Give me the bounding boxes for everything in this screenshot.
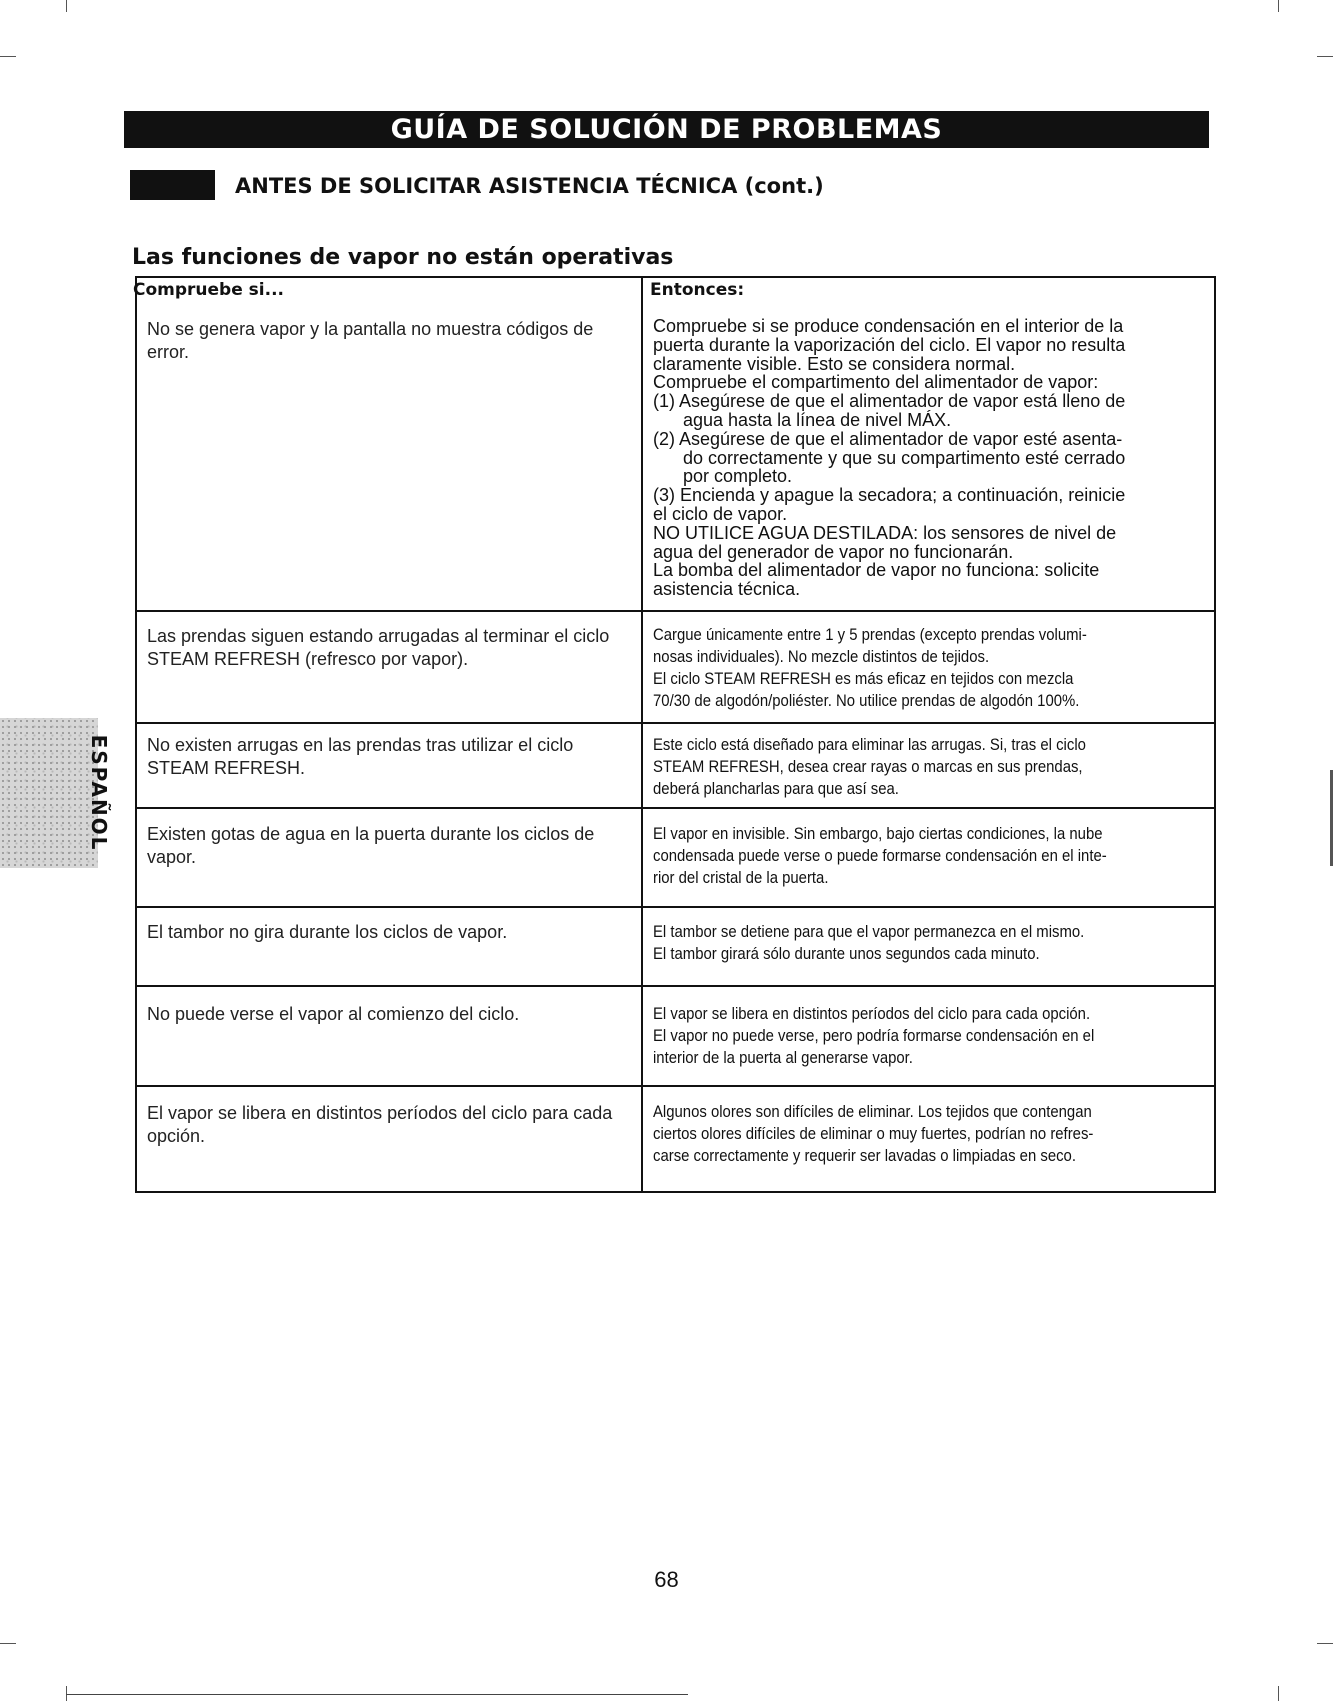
language-tab (0, 718, 98, 868)
table-row (136, 1086, 1215, 1192)
then-cell (642, 277, 1215, 611)
then-line: NO UTILICE AGUA DESTILADA: los sensores de nivel de (653, 522, 1117, 543)
check-text: No puede verse el vapor al comienzo del ciclo. (147, 1004, 520, 1024)
then-line: do correctamente y que su compartimento esté cerrado (683, 447, 1126, 468)
then-line: El tambor girará sólo durante unos segundos cada minuto. (653, 945, 1040, 963)
then-line: (2) Asegúrese de que el alimentador de vapor esté asenta- (653, 428, 1123, 449)
section-title: ANTES DE SOLICITAR ASISTENCIA TÉCNICA (cont.) (235, 174, 824, 198)
crop-mark (1278, 1686, 1279, 1701)
check-cell (136, 907, 642, 986)
then-line: interior de la puerta al generarse vapor. (653, 1049, 913, 1067)
then-line: ciertos olores difíciles de eliminar o muy fuertes, podrían no refres- (653, 1125, 1094, 1143)
page-number: 68 (654, 1567, 679, 1592)
crop-mark (0, 56, 16, 57)
then-line: agua hasta la línea de nivel MÁX. (683, 409, 952, 430)
then-line: El tambor se detiene para que el vapor permanezca en el mismo. (653, 923, 1085, 941)
check-text: No existen arrugas en las prendas tras utilizar el ciclo STEAM REFRESH. (147, 735, 574, 778)
then-line: Cargue únicamente entre 1 y 5 prendas (excepto prendas volumi- (653, 626, 1087, 644)
then-line: El vapor en invisible. Sin embargo, bajo ciertas condiciones, la nube (653, 825, 1103, 843)
table-row (136, 723, 1215, 808)
then-line: deberá plancharlas para que así sea. (653, 780, 899, 798)
then-line: STEAM REFRESH, desea crear rayas o marcas en sus prendas, (653, 758, 1083, 776)
then-line: (3) Encienda y apague la secadora; a continuación, reinicie (653, 485, 1126, 506)
crop-mark (1278, 0, 1279, 12)
then-line: rior del cristal de la puerta. (653, 869, 829, 887)
then-line: carse correctamente y requerir ser lavadas o limpiadas en seco. (653, 1147, 1076, 1165)
then-line: La bomba del alimentador de vapor no funciona: solicite (653, 560, 1100, 581)
then-cell (642, 986, 1215, 1086)
then-cell (642, 808, 1215, 907)
check-text: El vapor se libera en distintos períodos del ciclo para cada opción. (147, 1103, 613, 1146)
then-cell (642, 907, 1215, 986)
check-cell (136, 277, 642, 611)
then-cell (642, 1086, 1215, 1192)
then-line: El vapor se libera en distintos períodos del ciclo para cada opción. (653, 1005, 1091, 1023)
then-line: por completo. (683, 466, 793, 487)
language-tab-label: ESPAÑOL (87, 734, 111, 852)
then-line: puerta durante la vaporización del ciclo. El vapor no resulta (653, 334, 1126, 355)
table-row (136, 277, 1215, 611)
bottom-rule (66, 1694, 688, 1695)
page-banner: GUÍA DE SOLUCIÓN DE PROBLEMAS (124, 111, 1209, 148)
column-header-check: Compruebe si... (133, 280, 284, 300)
column-header-then: Entonces: (650, 280, 745, 300)
check-text: Las prendas siguen estando arrugadas al terminar el ciclo STEAM REFRESH (refresco por vapor). (147, 626, 610, 669)
then-line: 70/30 de algodón/poliéster. No utilice prendas de algodón 100%. (653, 692, 1080, 710)
check-cell (136, 611, 642, 723)
then-line: el ciclo de vapor. (653, 503, 788, 524)
then-line: agua del generador de vapor no funcionarán. (653, 541, 1014, 562)
section-marker (130, 170, 215, 200)
then-line: El vapor no puede verse, pero podría formarse condensación en el (653, 1027, 1095, 1045)
then-line: claramente visible. Esto se considera normal. (653, 353, 1016, 374)
crop-mark (0, 1643, 16, 1644)
then-line: (1) Asegúrese de que el alimentador de vapor está lleno de (653, 391, 1126, 412)
check-cell (136, 1086, 642, 1192)
then-line: Compruebe el compartimento del alimentador de vapor: (653, 372, 1099, 393)
check-cell (136, 723, 642, 808)
table-row (136, 907, 1215, 986)
check-text: Existen gotas de agua en la puerta durante los ciclos de vapor. (147, 824, 595, 867)
problem-title: Las funciones de vapor no están operativas (132, 245, 674, 270)
check-cell (136, 986, 642, 1086)
troubleshooting-table (135, 276, 1216, 1193)
then-line: El ciclo STEAM REFRESH es más eficaz en tejidos con mezcla (653, 670, 1074, 688)
crop-mark (1317, 1643, 1333, 1644)
check-cell (136, 808, 642, 907)
then-line: nosas individuales). No mezcle distintos de tejidos. (653, 648, 990, 666)
then-line: Algunos olores son difíciles de eliminar. Los tejidos que contengan (653, 1103, 1092, 1121)
table-row (136, 611, 1215, 723)
then-line: Compruebe si se produce condensación en el interior de la (653, 316, 1124, 336)
then-cell (642, 611, 1215, 723)
crop-mark (1317, 56, 1333, 57)
table-row (136, 986, 1215, 1086)
table-row (136, 808, 1215, 907)
crop-mark (66, 0, 67, 12)
then-line: condensada puede verse o puede formarse condensación en el inte- (653, 847, 1107, 865)
then-cell (642, 723, 1215, 808)
then-line: Este ciclo está diseñado para eliminar las arrugas. Si, tras el ciclo (653, 736, 1086, 754)
then-line: asistencia técnica. (653, 579, 801, 600)
check-text: El tambor no gira durante los ciclos de vapor. (147, 922, 508, 942)
check-text: No se genera vapor y la pantalla no muestra códigos de error. (147, 319, 594, 362)
